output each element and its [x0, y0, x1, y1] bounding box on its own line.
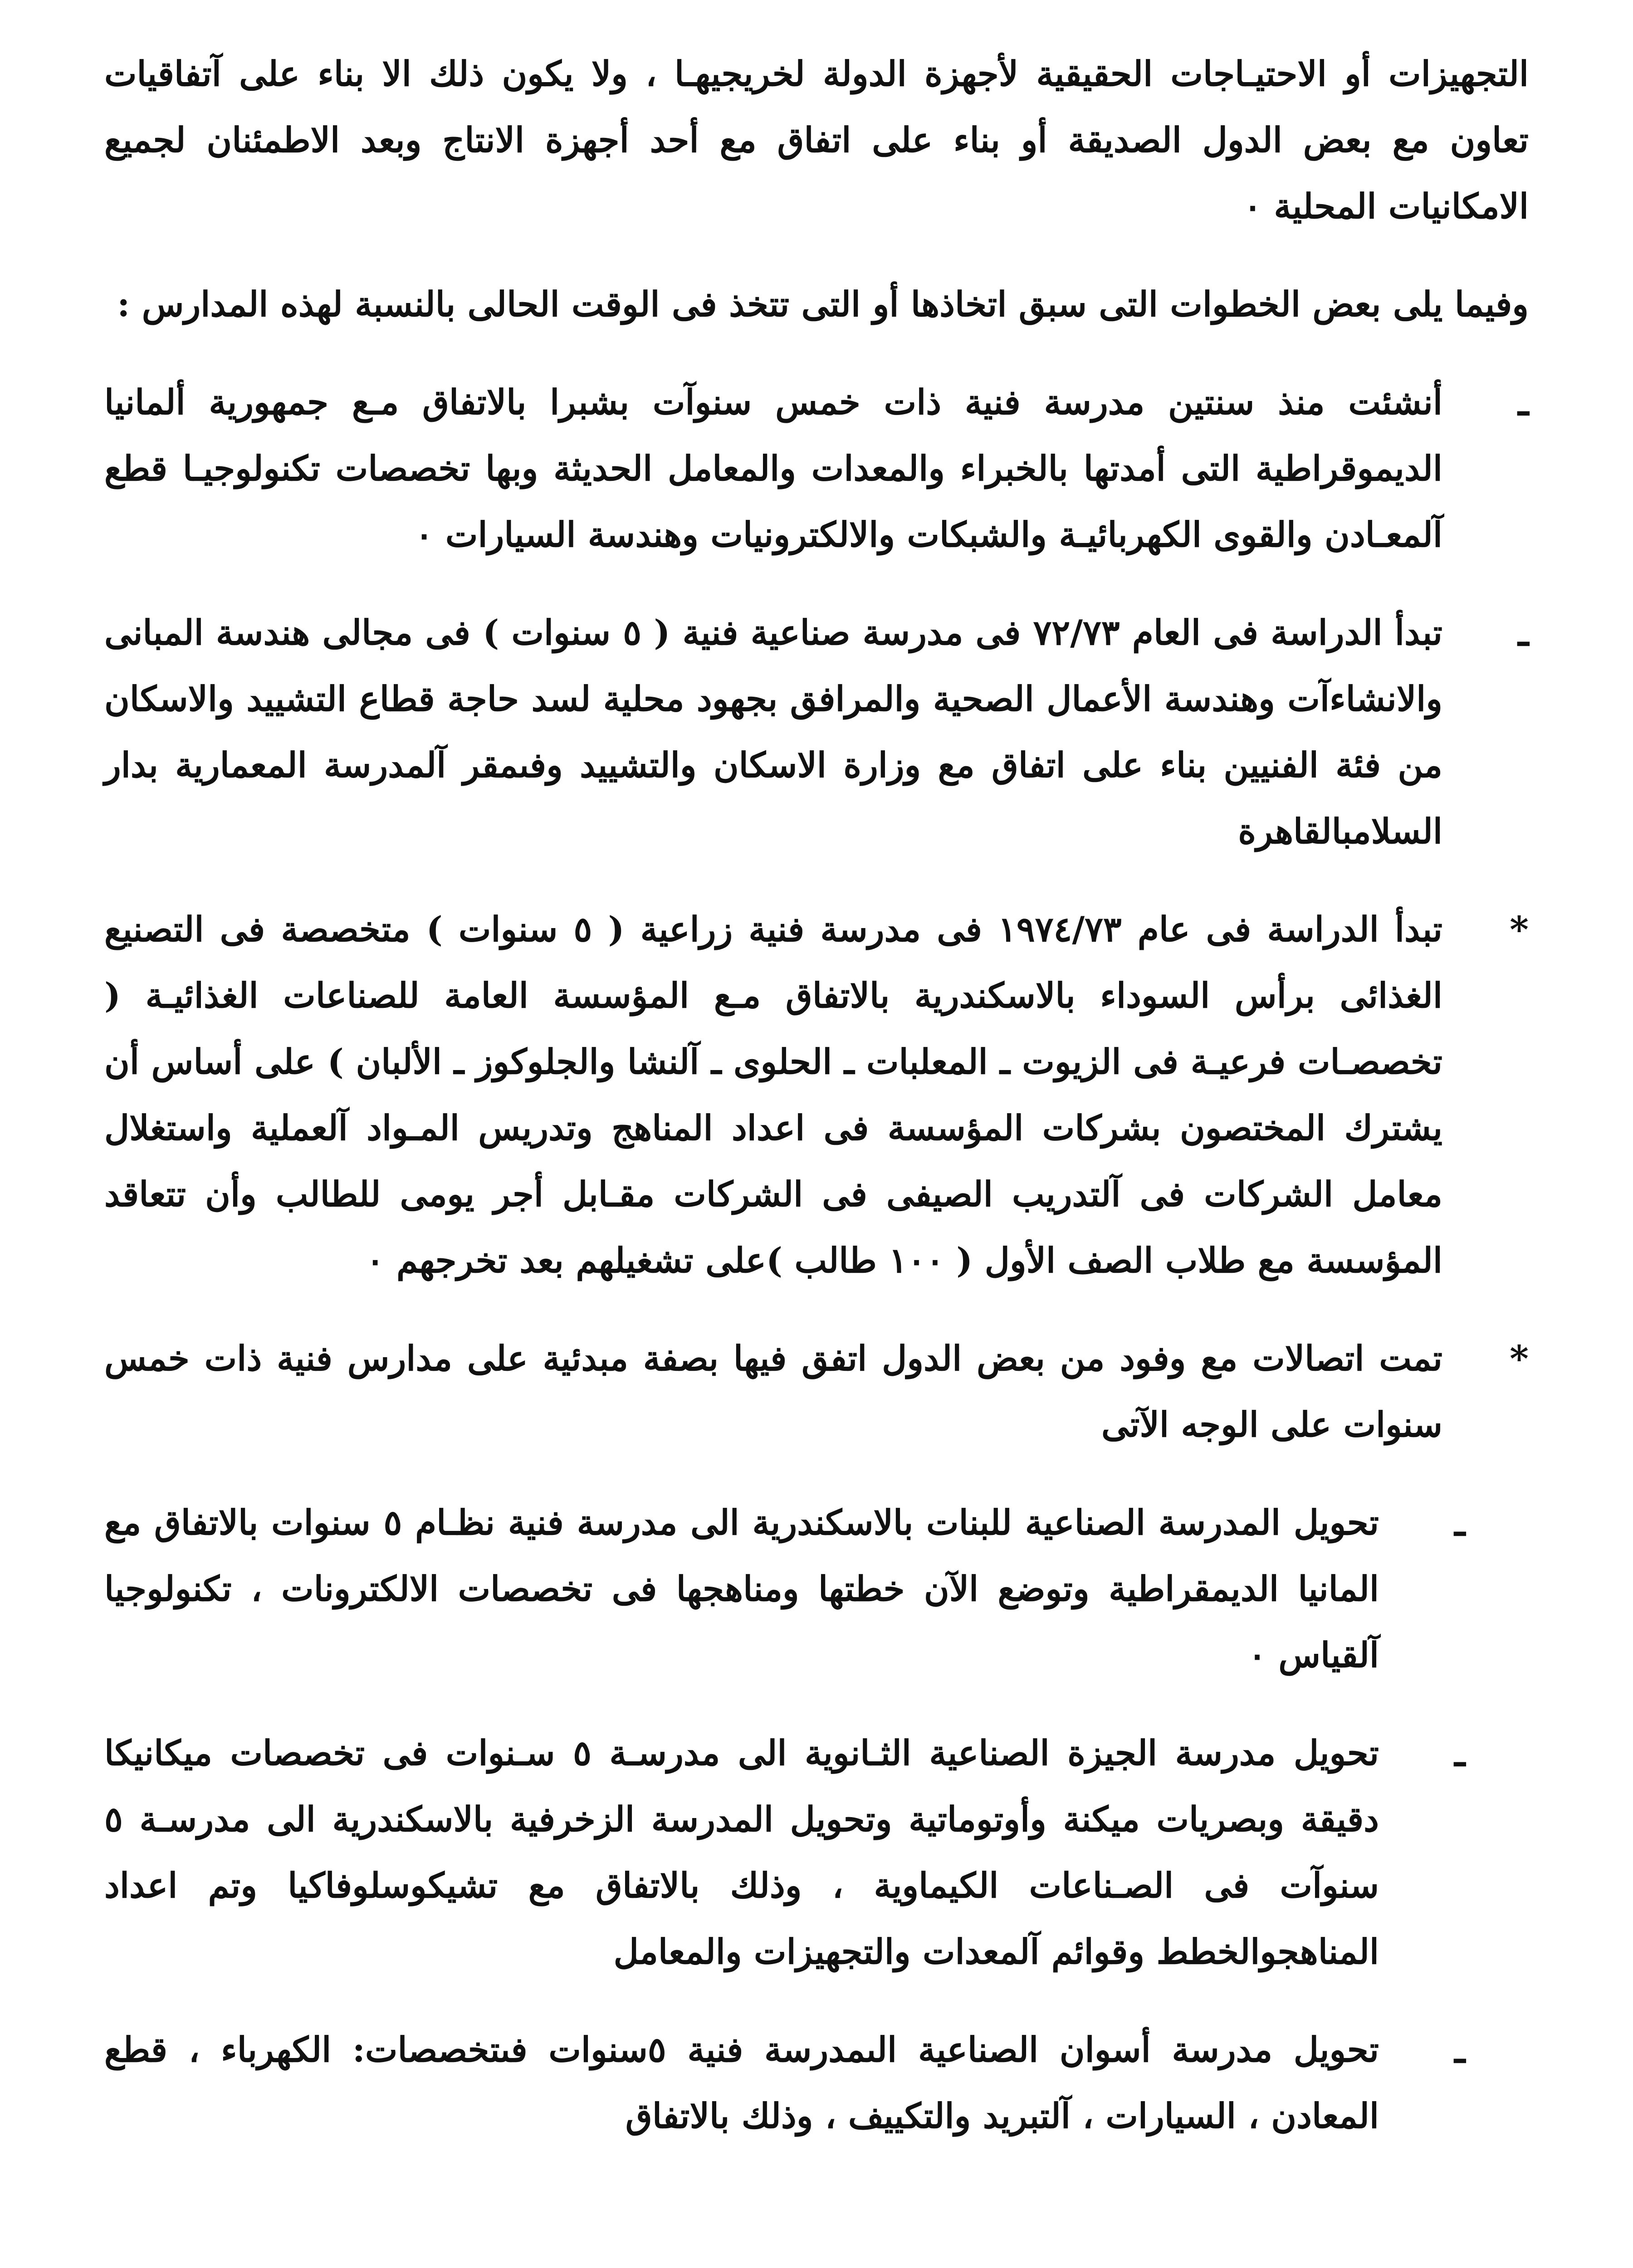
- list-item: [104, 369, 1529, 568]
- paragraph-continuation: التجهيزات أو الاحتيـاجات الحقيقية لأجهزة الدولة لخريجيهـا ، ولا يكون ذلك الا بناء على آتفاقيات تعاون مع بعض الدول الصديقة أو بناء على اتفاق مع أحد أجهزة الانتاج وبعد الاطمئنان لجميع الامكانيات المحلية ٠: [104, 54, 1529, 226]
- list-item: [104, 1325, 1529, 1458]
- dash-bullet: ـ: [1518, 381, 1529, 424]
- dash-bullet: ـ: [1518, 611, 1529, 654]
- list-item-text: تمت اتصالات مع وفود من بعض الدول اتفق فيها بصفة مبدئية على مدارس فنية ذات خمس سنوات على الوجه الآتى: [104, 1338, 1442, 1445]
- list-item: [104, 896, 1529, 1294]
- dash-bullet: ـ: [1454, 1732, 1465, 1774]
- list-item-text: تبدأ الدراسة فى عام ١٩٧٤/٧٣ فى مدرسة فنية زراعية ( ٥ سنوات ) متخصصة فى التصنيع الغذائى برأس السوداء بالاسكندرية بالاتفاق مـع المؤسسة العامة للصناعات الغذائيـة ( تخصصـات فرعيـة فى الزيوت ـ المعلبات ـ الحلوى ـ آلنشا والجلوكوز ـ الألبان ) على أساس أن يشترك المختصون بشركات المؤسسة فى اعداد المناهج وتدريس المـواد آلعملية واستغلال معامل الشركات فى آلتدريب الصيفى فى الشركات مقـابل أجر يومى للطالب وأن تتعاقد المؤسسة مع طلاب الصف الأول ( ١٠٠ طالب )على تشغيلهم بعد تخرجهم ٠: [104, 909, 1443, 1281]
- asterisk-bullet: *: [1510, 908, 1529, 951]
- document-page: [104, 41, 1529, 2268]
- asterisk-bullet: *: [1510, 1337, 1529, 1380]
- list-item-text: أنشئت منذ سنتين مدرسة فنية ذات خمس سنوآت بشبرا بالاتفاق مـع جمهورية ألمانيا الديموقراطية التى أمدتها بالخبراء والمعدات والمعامل الحديثة وبها تخصصات تكنولوجيـا قطع آلمعـادن والقوى الكهربائيـة والشبكات والالكترونيات وهندسة السيارات ٠: [104, 382, 1442, 555]
- list-item-text: تحويل مدرسة أسوان الصناعية الىمدرسة فنية ٥سنوات فىتخصصات: الكهرباء ، قطع المعادن ، السيارات ، آلتبريد والتكييف ، وذلك بالاتفاق: [104, 2029, 1379, 2136]
- list-item-text: تحويل مدرسة الجيزة الصناعية الثـانوية الى مدرسـة ٥ سـنوات فى تخصصات ميكانيكا دقيقة وبصريات ميكنة وأوتوماتية وتحويل المدرسة الزخرفية بالاسكندرية الى مدرسـة ٥ سنوآت فى الصـناعات الكيماوية ، وذلك بالاتفاق مع تشيكوسلوفاكيا وتم اعداد المناهجوالخطط وقوائم آلمعدات والتجهيزات والمعامل: [104, 1733, 1379, 1972]
- list-item: [104, 600, 1529, 865]
- sub-list-item: [104, 2017, 1529, 2149]
- dash-bullet: ـ: [1454, 2028, 1465, 2071]
- sub-list-item: [104, 1490, 1529, 1688]
- list-item-text: تبدأ الدراسة فى العام ٧٢/٧٣ فى مدرسة صناعية فنية ( ٥ سنوات ) فى مجالى هندسة المبانى والانشاءآت وهندسة الأعمال الصحية والمرافق بجهود محلية لسد حاجة قطاع التشييد والاسكان من فئة الفنيين بناء على اتفاق مع وزارة الاسكان والتشييد وفىمقر آلمدرسة المعمارية بدار السلامبالقاهرة: [104, 612, 1442, 851]
- sub-list-item: [104, 1720, 1529, 1985]
- list-item-text: تحويل المدرسة الصناعية للبنات بالاسكندرية الى مدرسة فنية نظـام ٥ سنوات بالاتفاق مع المانيا الديمقراطية وتوضع الآن خطتها ومناهجها فى تخصصات الالكترونات ، تكنولوجيا آلقياس ٠: [104, 1502, 1379, 1675]
- paragraph-intro: وفيما يلى بعض الخطوات التى سبق اتخاذها أو التى تتخذ فى الوقت الحالى بالنسبة لهذه المدارس :: [117, 284, 1529, 324]
- dash-bullet: ـ: [1454, 1501, 1465, 1544]
